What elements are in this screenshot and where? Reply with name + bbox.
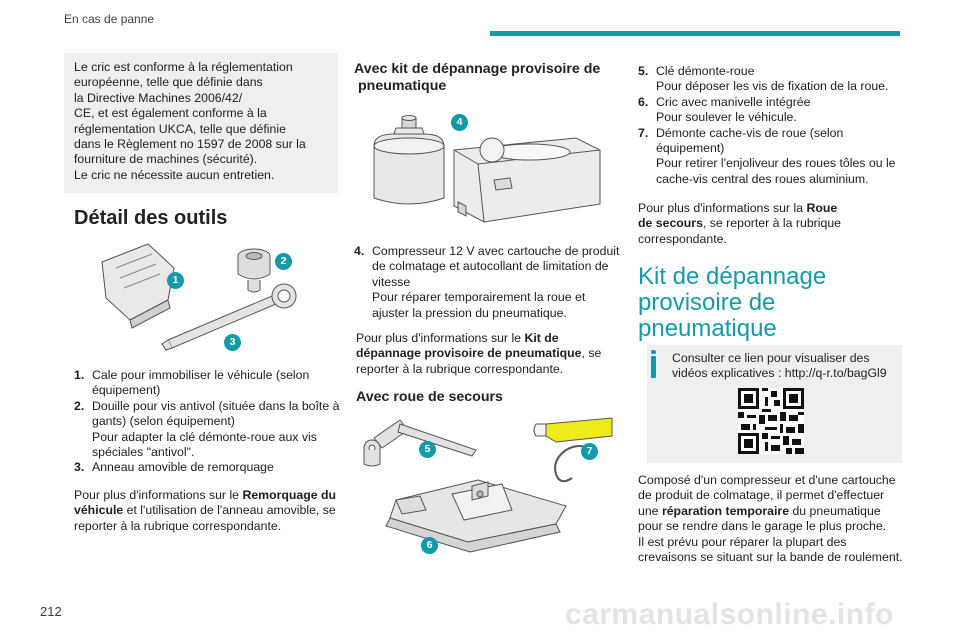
repair-kit-section-title: Kit de dépannage provisoire de pneumatique <box>638 263 827 342</box>
note-line: fourniture de machines (sécurité). <box>74 152 258 167</box>
note-line: la Directive Machines 2006/42/ <box>74 90 243 105</box>
watermark: carmanualsonline.info <box>565 598 894 631</box>
repair-kit-description: Composé d'un compresseur et d'une cartouche de produit de colmatage, il permet d'effectuer une réparation temporaire du pneumatique pour se rendre dans le garage le plus proche. Il est prévu pour réparer la plupart des crevaisons se situant sur la bande de roulement. <box>638 473 903 565</box>
list-item: 4. Compresseur 12 V avec cartouche de produit de colmatage et autocollant de limitation de vitesse Pour réparer temporairement la roue et ajuster la pression du pneumatique. <box>354 244 620 320</box>
spare-wheel-tools-illustration <box>360 414 618 564</box>
repair-kit-subtitle: Avec kit de dépannage provisoire de pneumatique <box>354 61 601 94</box>
towing-reference-paragraph: Pour plus d'informations sur le Remorquage du véhicule et l'utilisation de l'anneau amovible, se reporter à la rubrique correspondante. <box>74 488 337 533</box>
callout-badge: 3 <box>224 334 241 351</box>
tools-title: Détail des outils <box>74 207 228 229</box>
info-text: Consulter ce lien pour visualiser des vidéos explicatives : http://q-r.to/bagGl9 <box>672 351 887 381</box>
header-accent-bar <box>490 31 900 36</box>
list-item: 7. Démonte cache-vis de roue (selon équipement) Pour retirer l'enjoliveur des roues tôles ou le cache-vis central des roues aluminium. <box>638 125 896 186</box>
info-icon <box>651 356 656 378</box>
spare-wheel-reference-paragraph: Pour plus d'informations sur la Roue de secours, se reporter à la rubrique correspondante. <box>638 201 842 246</box>
note-line: Le cric est conforme à la réglementation <box>74 60 293 74</box>
section-header: En cas de panne <box>64 12 155 26</box>
callout-badge: 7 <box>581 443 598 460</box>
list-item: 3. Anneau amovible de remorquage <box>74 460 274 475</box>
page-number: 212 <box>40 604 62 619</box>
note-line: dans le Règlement no 1597 de 2008 sur la <box>74 137 306 152</box>
callout-badge: 4 <box>451 114 468 131</box>
list-item: 5. Clé démonte-roue Pour déposer les vis de fixation de la roue. <box>638 64 889 94</box>
compressor-illustration <box>366 110 616 236</box>
callout-badge: 2 <box>275 253 292 270</box>
callout-badge: 1 <box>167 272 184 289</box>
jack-compliance-note <box>64 53 338 193</box>
info-icon-dot <box>651 350 656 354</box>
spare-wheel-subtitle: Avec roue de secours <box>356 389 503 405</box>
list-item: 6. Cric avec manivelle intégrée Pour soulever le véhicule. <box>638 94 811 125</box>
note-line: européenne, telle que définie dans <box>74 75 263 90</box>
callout-badge: 6 <box>421 537 438 554</box>
list-item: 1. Cale pour immobiliser le véhicule (selon équipement) <box>74 368 310 398</box>
callout-badge: 5 <box>419 441 436 458</box>
compressor-list <box>354 244 624 321</box>
list-item: 2. Douille pour vis antivol (située dans la boîte à gants) (selon équipement) Pour adapter la clé démonte-roue aux vis spéciales "antivol". <box>74 398 340 460</box>
qr-code[interactable] <box>738 388 804 454</box>
note-line: réglementation UKCA, telle que définie <box>74 121 286 136</box>
tools-list <box>74 368 344 476</box>
spare-wheel-list <box>638 64 908 187</box>
note-line: Le cric ne nécessite aucun entretien. <box>74 167 275 182</box>
note-line: CE, et est également conforme à la <box>74 106 267 121</box>
repair-kit-reference-paragraph: Pour plus d'informations sur le Kit de dépannage provisoire de pneumatique, se reporter à la rubrique correspondante. <box>356 331 602 376</box>
tools-illustration <box>96 238 306 358</box>
